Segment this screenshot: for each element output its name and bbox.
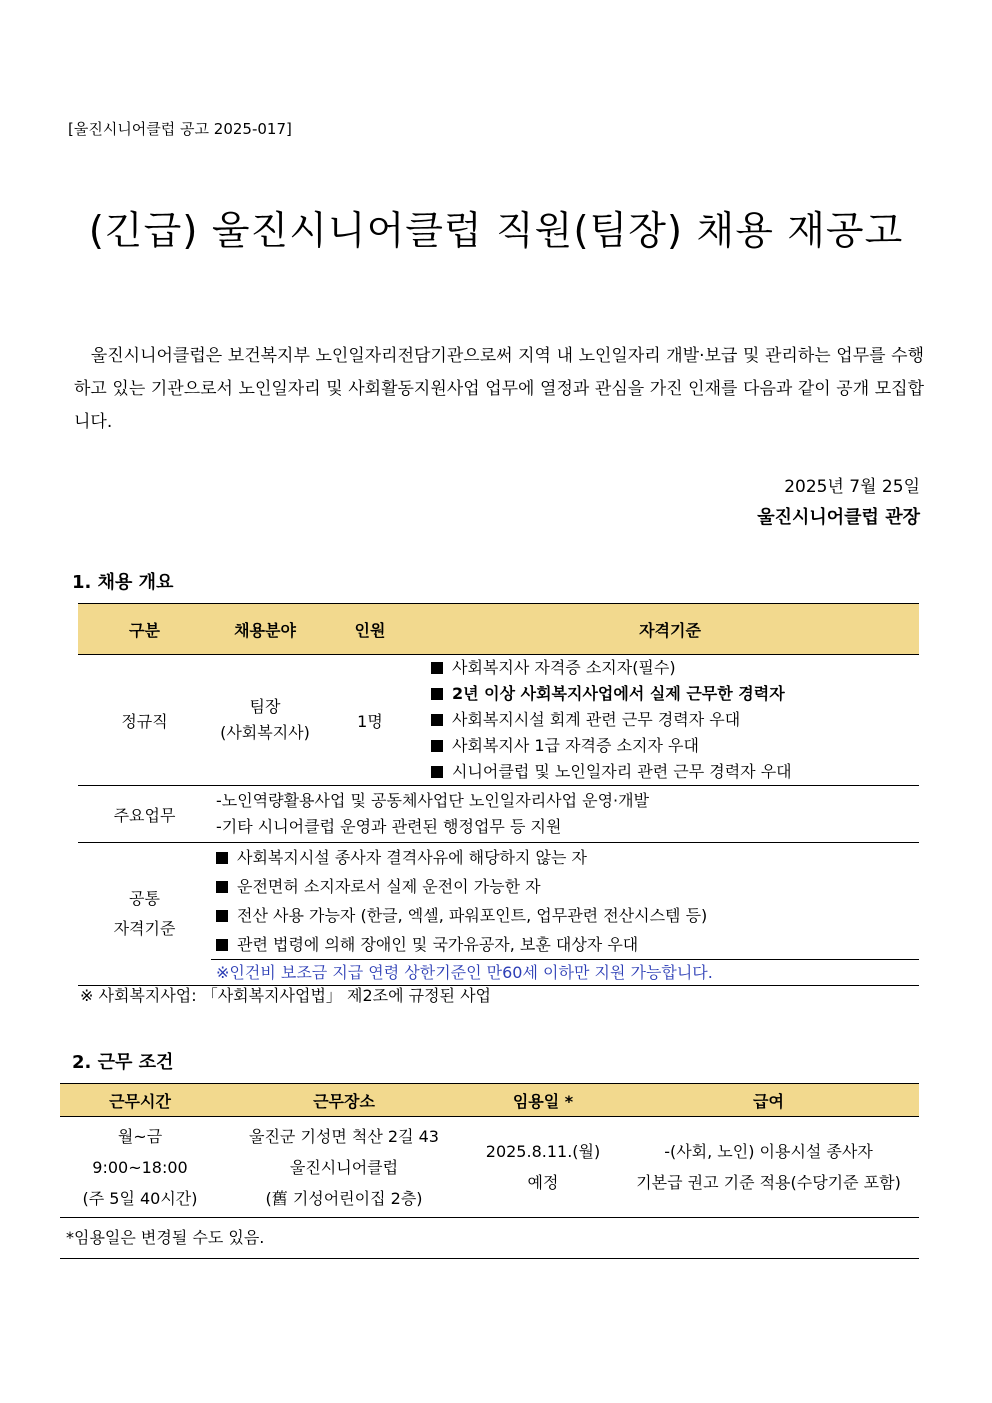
square-bullet-icon: [216, 881, 228, 893]
notice-number: [울진시니어클럽 공고 2025-017]: [68, 120, 292, 138]
table-row: [78, 655, 919, 786]
field-line2: (사회복지사): [220, 723, 310, 742]
section2-title: 2. 근무 조건: [72, 1052, 174, 1073]
duties-label: 주요업무: [78, 786, 211, 843]
intro-text: 울진시니어클럽은 보건복지부 노인일자리전담기관으로써 지역 내 노인일자리 개발·보급 및 관리하는 업무를 수행하고 있는 기관으로서 노인일자리 및 사회활동지원사업 업무에 열정과 관심을 가진 인재를 다음과 같이 공개 모집합니다.: [74, 346, 924, 432]
table-row: [78, 843, 919, 986]
list-item: 2년 이상 사회복지사업에서 실제 근무한 경력자: [431, 681, 919, 707]
list-item: 사회복지사 자격증 소지자(필수): [431, 655, 919, 681]
start-date-note: *임용일은 변경될 수도 있음.: [60, 1218, 919, 1259]
notice-date: 2025년 7월 25일: [784, 477, 920, 497]
square-bullet-icon: [216, 939, 228, 951]
header-category: 구분: [78, 604, 211, 655]
list-item: 사회복지사 1급 자격증 소지자 우대: [431, 733, 919, 759]
footnote: ※ 사회복지사업: 「사회복지사업법」 제2조에 규정된 사업: [80, 986, 491, 1005]
duty-item: -노인역량활용사업 및 공동체사업단 노인일자리사업 운영·개발: [216, 791, 650, 810]
work-conditions-table: [60, 1083, 919, 1259]
duties-cell: [211, 786, 919, 843]
square-bullet-icon: [431, 662, 443, 674]
square-bullet-icon: [431, 688, 443, 700]
issuer: 울진시니어클럽 관장: [757, 507, 920, 528]
conditions-header-row: [60, 1084, 919, 1117]
salary-cell: -(사회, 노인) 이용시설 종사자 기본급 권고 기준 적용(수당기준 포함): [618, 1117, 919, 1218]
duty-item: -기타 시니어클럽 운영과 관련된 행정업무 등 지원: [216, 817, 562, 836]
square-bullet-icon: [431, 740, 443, 752]
header-start-date: 임용일 *: [468, 1084, 618, 1117]
criteria-cell: [421, 655, 919, 786]
square-bullet-icon: [431, 766, 443, 778]
header-criteria: 자격기준: [421, 604, 919, 655]
recruitment-table: [78, 603, 919, 986]
count-cell: 1명: [319, 655, 421, 786]
list-item: 시니어클럽 및 노인일자리 관련 근무 경력자 우대: [431, 759, 919, 785]
list-item: 관련 법령에 의해 장애인 및 국가유공자, 보훈 대상자 우대: [216, 930, 919, 959]
field-cell: [211, 655, 319, 786]
header-count: 인원: [319, 604, 421, 655]
square-bullet-icon: [216, 910, 228, 922]
place-cell: 울진군 기성면 척산 2길 43 울진시니어클럽 (舊 기성어린이집 2층): [220, 1117, 468, 1218]
common-label: 공통 자격기준: [78, 843, 211, 986]
table-row: [60, 1117, 919, 1218]
field-line1: 팀장: [249, 697, 281, 716]
age-limit-note: ※인건비 보조금 지급 연령 상한기준인 만60세 이하만 지원 가능합니다.: [211, 959, 919, 985]
header-hours: 근무시간: [60, 1084, 220, 1117]
common-cell: [211, 843, 919, 986]
list-item: 사회복지시설 종사자 결격사유에 해당하지 않는 자: [216, 843, 919, 872]
common-list: [216, 843, 919, 959]
header-field: 채용분야: [211, 604, 319, 655]
recruitment-header-row: [78, 604, 919, 655]
category-cell: 정규직: [78, 655, 211, 786]
intro-paragraph: [74, 340, 924, 439]
section1-title: 1. 채용 개요: [72, 572, 174, 593]
square-bullet-icon: [216, 852, 228, 864]
list-item: 전산 사용 가능자 (한글, 엑셀, 파워포인트, 업무관련 전산시스템 등): [216, 901, 919, 930]
table-row: [60, 1218, 919, 1259]
square-bullet-icon: [431, 714, 443, 726]
header-salary: 급여: [618, 1084, 919, 1117]
start-date-cell: 2025.8.11.(월) 예정: [468, 1117, 618, 1218]
table-row: [78, 786, 919, 843]
header-place: 근무장소: [220, 1084, 468, 1117]
criteria-list: [431, 655, 919, 785]
hours-cell: 월~금 9:00~18:00 (주 5일 40시간): [60, 1117, 220, 1218]
page-title: (긴급) 울진시니어클럽 직원(팀장) 채용 재공고: [88, 209, 904, 254]
list-item: 운전면허 소지자로서 실제 운전이 가능한 자: [216, 872, 919, 901]
list-item: 사회복지시설 회계 관련 근무 경력자 우대: [431, 707, 919, 733]
